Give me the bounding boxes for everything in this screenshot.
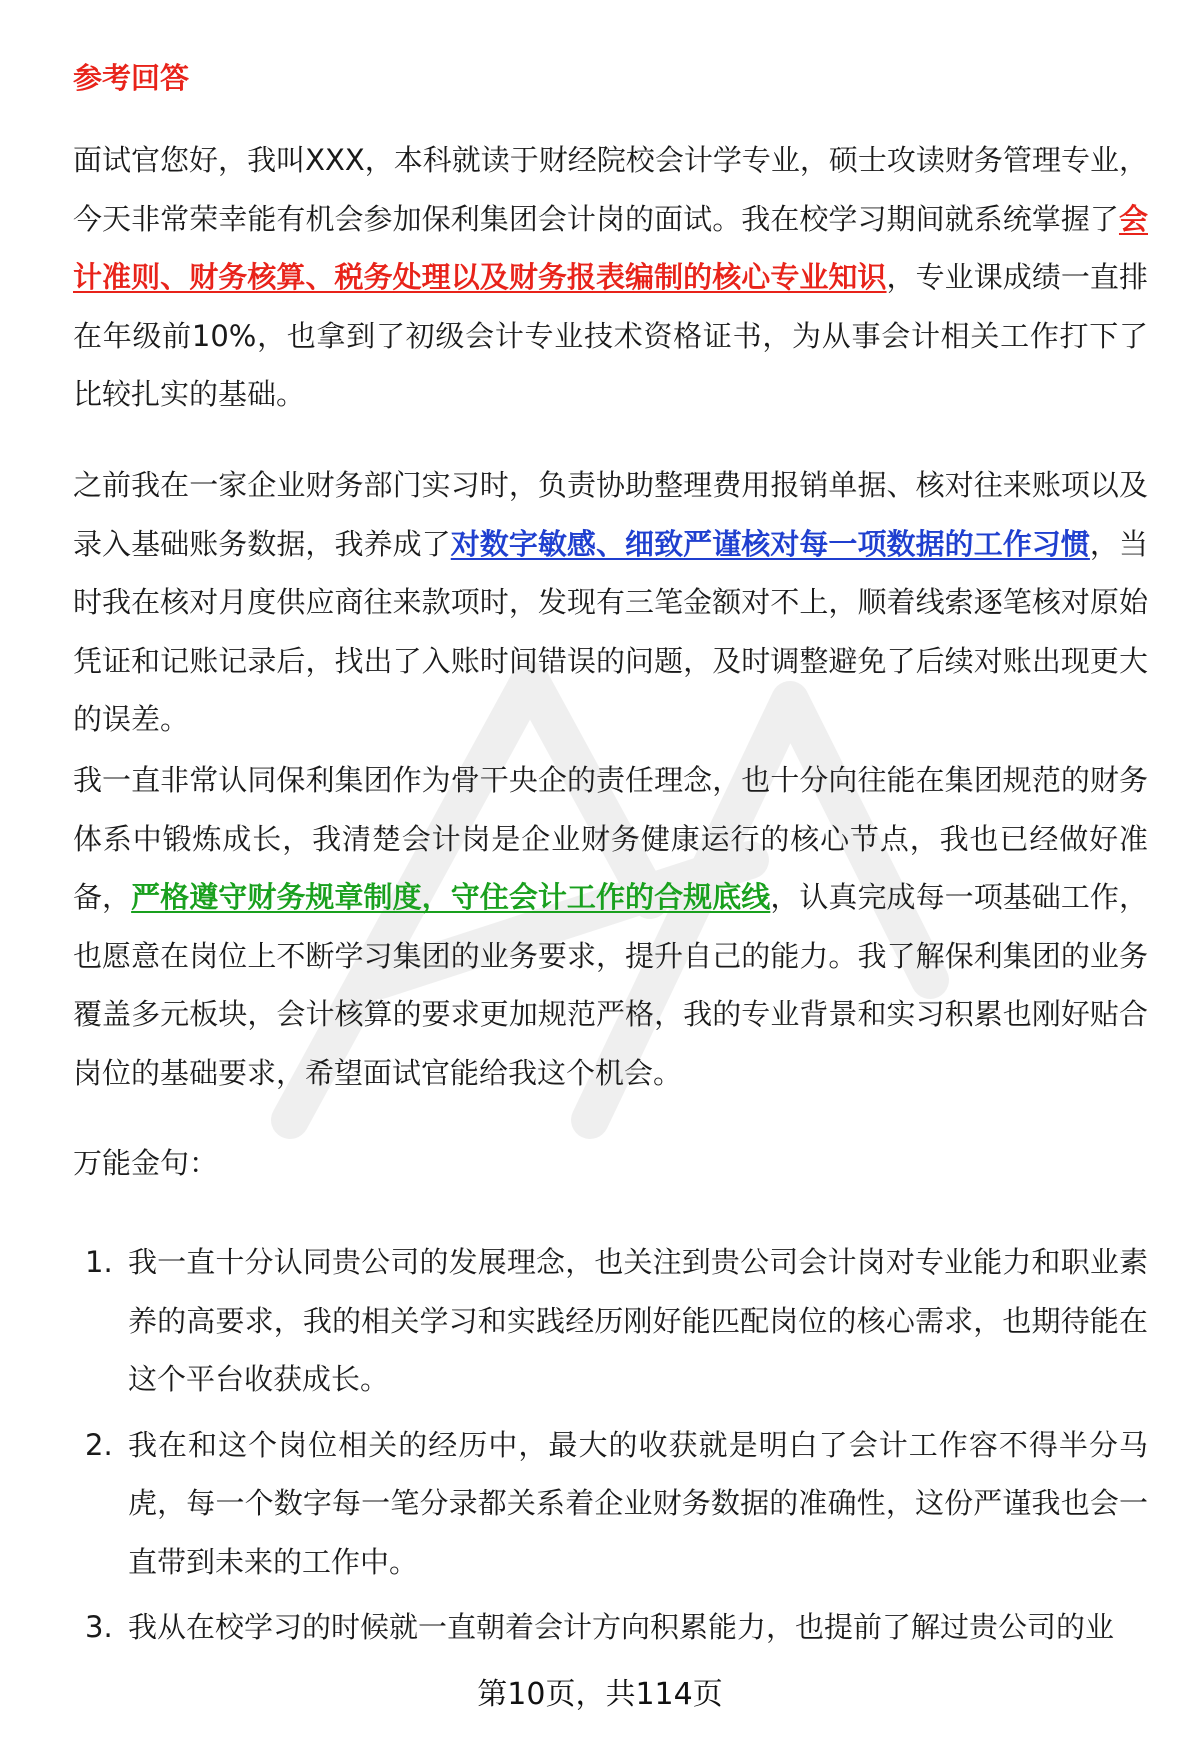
- list-item-text: 我从在校学习的时候就一直朝着会计方向积累能力，也提前了解过贵公司的业: [128, 1610, 1115, 1644]
- answer-paragraph-2: [73, 456, 1148, 749]
- paragraph-text: 之前我在一家企业财务部门实习时，负责协助整理费用报销单据、核对往来账项以及录入基础账务数据，我养成了: [73, 468, 1148, 561]
- list-number: 2.: [85, 1427, 113, 1462]
- answer-paragraph-1: [73, 131, 1148, 424]
- highlight-blue: 对数字敏感、细致严谨核对每一项数据的工作习惯: [450, 526, 1090, 561]
- paragraph-text: ，专业课成绩一直排在年级前10%，也拿到了初级会计专业技术资格证书，为从事会计相关工作打下了比较扎实的基础。: [73, 260, 1148, 411]
- paragraph-text: ，认真完成每一项基础工作，也愿意在岗位上不断学习集团的业务要求，提升自己的能力。我了解保利集团的业务覆盖多元板块，会计核算的要求更加规范严格，我的专业背景和实习积累也刚好贴合岗位的基础要求，希望面试官能给我这个机会。: [73, 880, 1148, 1090]
- golden-sentences-list: [73, 1233, 1148, 1664]
- answer-paragraph-3: [73, 751, 1148, 1102]
- page-number-footer: 第10页，共114页: [477, 1677, 723, 1712]
- list-number: 1.: [85, 1245, 113, 1279]
- highlight-red: 会计准则、财务核算、税务处理以及财务报表编制的核心专业知识: [73, 201, 1148, 294]
- list-item: [73, 1598, 1148, 1657]
- list-item: [73, 1233, 1148, 1409]
- list-item-text: 我一直十分认同贵公司的发展理念，也关注到贵公司会计岗对专业能力和职业素养的高要求，我的相关学习和实践经历刚好能匹配岗位的核心需求，也期待能在这个平台收获成长。: [128, 1245, 1148, 1396]
- section-heading: 参考回答: [73, 61, 190, 95]
- paragraph-text: 面试官您好，我叫XXX，本科就读于财经院校会计学专业，硕士攻读财务管理专业，今天非常荣幸能有机会参加保利集团会计岗的面试。我在校学习期间就系统掌握了: [73, 143, 1148, 236]
- list-number: 3.: [85, 1610, 113, 1644]
- paragraph-text: ，当时我在核对月度供应商往来款项时，发现有三笔金额对不上，顺着线索逐笔核对原始凭证和记账记录后，找出了入账时间错误的问题，及时调整避免了后续对账出现更大的误差。: [73, 526, 1148, 736]
- list-item: [73, 1416, 1148, 1592]
- golden-sentences-label: 万能金句：: [73, 1146, 219, 1180]
- highlight-green: 严格遵守财务规章制度，守住会计工作的合规底线: [131, 880, 771, 914]
- paragraph-text: 我一直非常认同保利集团作为骨干央企的责任理念，也十分向往能在集团规范的财务体系中锻炼成长，我清楚会计岗是企业财务健康运行的核心节点，我也已经做好准备，: [73, 763, 1148, 914]
- list-item-text: 我在和这个岗位相关的经历中，最大的收获就是明白了会计工作容不得半分马虎，每一个数字每一笔分录都关系着企业财务数据的准确性，这份严谨我也会一直带到未来的工作中。: [128, 1427, 1148, 1579]
